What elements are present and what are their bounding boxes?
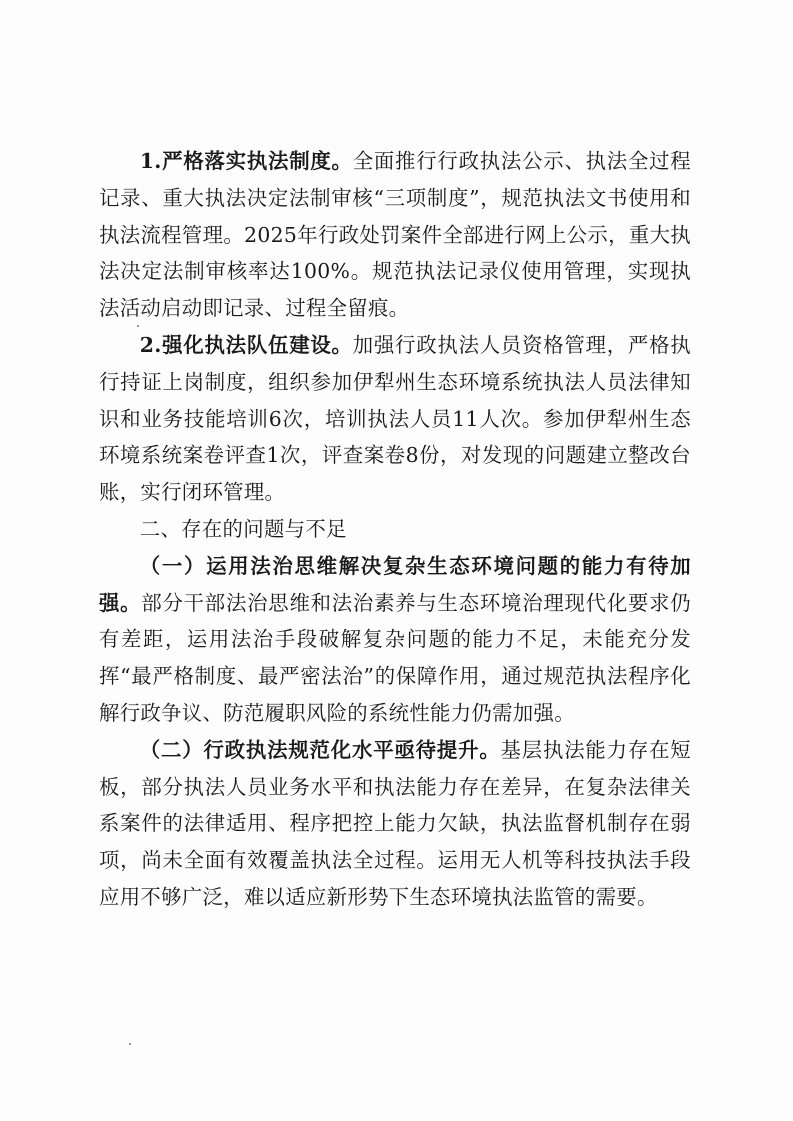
paragraph-lead: （一）运用法治思维解决复杂生态环境问题的能力有待加强。	[99, 553, 691, 615]
paragraph-enforcement-standardization	[99, 732, 691, 916]
paragraph-enforcement-system	[99, 143, 691, 327]
paragraph-lead: （二）行政执法规范化水平亟待提升。	[139, 737, 501, 762]
scan-speck	[129, 1043, 131, 1045]
paragraph-text: 基层执法能力存在短板，部分执法人员业务水平和执法能力存在差异，在复杂法律关系案件的法律适用、程序把控上能力欠缺，执法监督机制存在弱项，尚未全面有效覆盖执法全过程。运用无人机等科技执法手段应用不够广泛，难以适应新形势下生态环境执法监管的需要。	[99, 737, 691, 909]
paragraph-lead: 1.严格落实执法制度。	[139, 149, 353, 173]
section-heading-text: 二、存在的问题与不足	[139, 516, 347, 541]
section-heading-problems	[99, 511, 691, 548]
paragraph-enforcement-team	[99, 327, 691, 511]
paragraph-rule-of-law-capacity	[99, 548, 691, 732]
paragraph-text: 加强行政执法人员资格管理，严格执行持证上岗制度，组织参加伊犁州生态环境系统执法人员法律知识和业务技能培训6次，培训执法人员11人次。参加伊犁州生态环境系统案卷评查1次，评查案卷8份，对发现的问题建立整改台账，实行闭环管理。	[99, 332, 691, 505]
paragraph-text: 全面推行行政执法公示、执法全过程记录、重大执法决定法制审核“三项制度”，规范执法文书使用和执法流程管理。2025年行政处罚案件全部进行网上公示，重大执法决定法制审核率达100%。规范执法记录仪使用管理，实现执法活动启动即记录、过程全留痕。	[99, 149, 691, 321]
document-body	[99, 143, 691, 916]
paragraph-text: 部分干部法治思维和法治素养与生态环境治理现代化要求仍有差距，运用法治手段破解复杂问题的能力不足，未能充分发挥“最严格制度、最严密法治”的保障作用，通过规范执法程序化解行政争议、防范履职风险的系统性能力仍需加强。	[99, 590, 691, 725]
paragraph-lead: 2.强化执法队伍建设。	[139, 332, 353, 357]
